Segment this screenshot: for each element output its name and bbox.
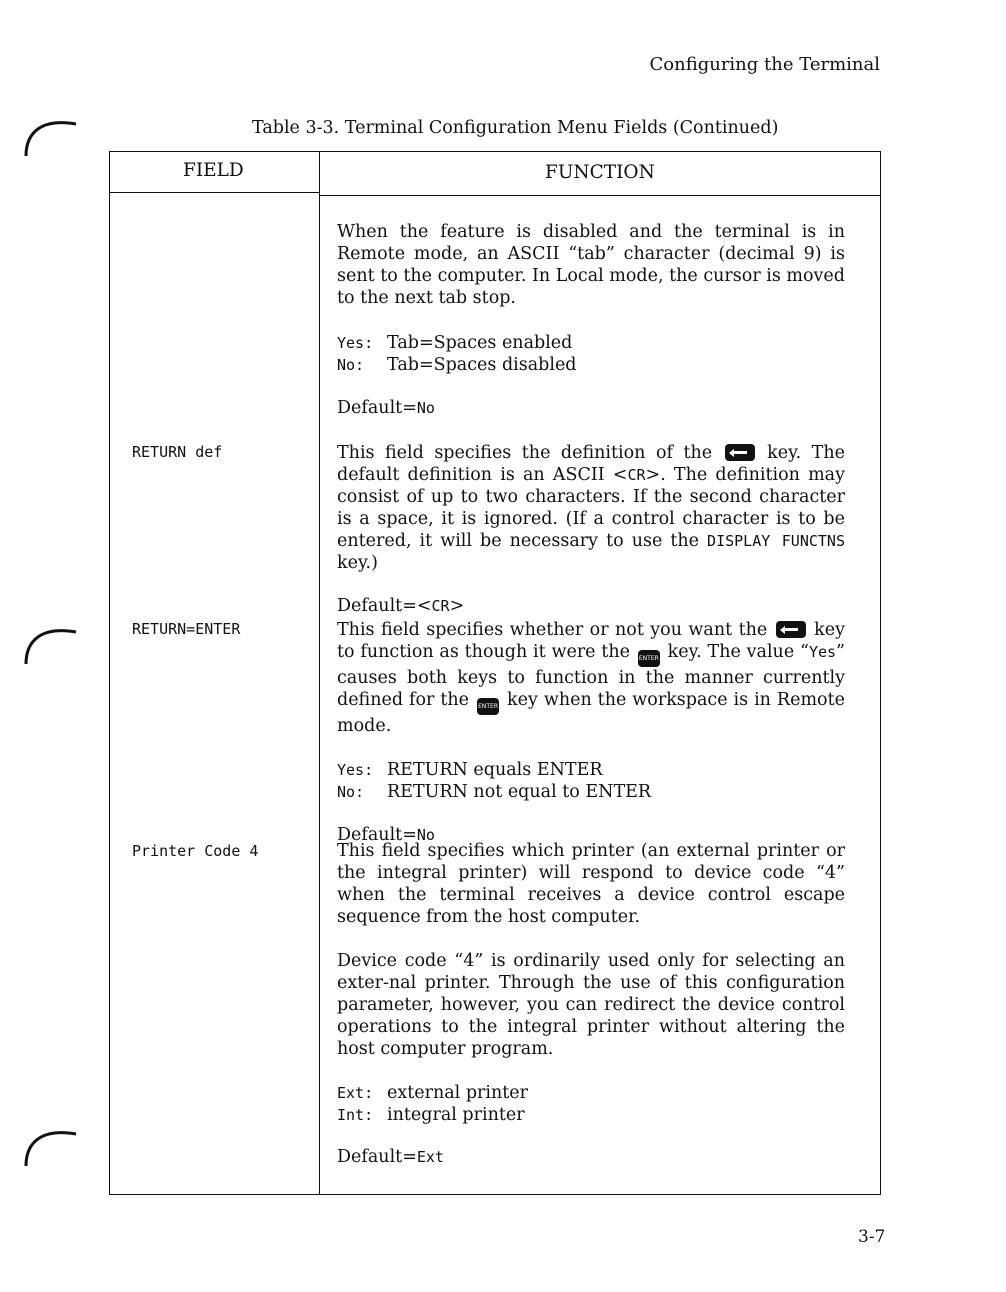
default-value: Ext: [416, 1148, 444, 1166]
printer-code-option-int: [337, 1104, 845, 1126]
text-run: >. The definition may consist of up to two characters. If the second character is a space, it is ignored. (If a control character is to be entered, it will be necessary to use the: [337, 465, 845, 551]
text-run: This field specifies the definition of the: [337, 443, 713, 463]
display-functns-key: DISPLAY FUNCTNS: [707, 532, 845, 550]
default-label: Default=: [337, 1147, 417, 1167]
text-run: key.): [337, 553, 378, 573]
table-caption: Table 3-3. Terminal Configuration Menu Fields (Continued): [252, 118, 779, 138]
option-text: external printer: [387, 1083, 529, 1103]
default-value: CR: [431, 597, 450, 615]
option-text: Tab=Spaces disabled: [387, 355, 577, 375]
column-divider: [319, 152, 320, 1194]
field-return-def: RETURN def: [132, 443, 223, 461]
printer-code-paragraph-2: Device code “4” is ordinarily used only for selecting an exter-nal printer. Through the use of this configuration parameter, however, you can redirect the device control operations to the integral printer without altering the host computer program.: [337, 951, 845, 1059]
text-run: key when the workspace is in Remote mode.: [337, 690, 845, 736]
enter-key-icon: ENTER: [477, 698, 499, 715]
page-number: 3-7: [858, 1227, 886, 1247]
return-key-icon: [725, 444, 755, 461]
return-def-default: [337, 595, 845, 617]
cr-code: CR: [627, 466, 646, 484]
option-text: Tab=Spaces enabled: [387, 333, 573, 353]
return-enter-option-yes: [337, 759, 845, 781]
option-key: Yes:: [337, 334, 374, 352]
default-label: Default=: [337, 825, 417, 845]
return-def-paragraph: [337, 442, 845, 574]
return-key-icon: [776, 621, 806, 638]
option-key: Int:: [337, 1106, 374, 1124]
default-close: >: [449, 596, 465, 616]
default-value: No: [416, 826, 435, 844]
running-header: Configuring the Terminal: [649, 54, 880, 75]
column-header-field: FIELD: [183, 160, 244, 181]
option-key: No:: [337, 356, 365, 374]
tab-spaces-option-yes: [337, 332, 845, 354]
tab-spaces-description: [337, 221, 845, 419]
return-def-description: [337, 442, 845, 617]
field-return-enter: RETURN=ENTER: [132, 620, 241, 638]
option-text: RETURN equals ENTER: [387, 760, 603, 780]
option-text: RETURN not equal to ENTER: [387, 782, 652, 802]
config-fields-table: [109, 151, 881, 1195]
header-rule-right: [319, 195, 880, 196]
option-key: Ext:: [337, 1084, 374, 1102]
text-run: ” causes both keys to function in the manner currently defined for the: [337, 642, 845, 710]
option-key: No:: [337, 783, 365, 801]
text-run: key to function as though it were the: [337, 620, 845, 662]
binder-hole-mark-1: [22, 110, 82, 160]
printer-code-default: [337, 1146, 845, 1168]
printer-code-option-ext: [337, 1082, 845, 1104]
column-header-function: FUNCTION: [545, 162, 655, 183]
enter-key-icon: ENTER: [638, 650, 660, 667]
text-run: key. The default definition is an ASCII <: [337, 443, 845, 485]
tab-spaces-option-no: [337, 354, 845, 376]
binder-hole-mark-3: [22, 1120, 82, 1170]
text-run: This field specifies whether or not you want the: [337, 620, 768, 640]
option-text: integral printer: [387, 1105, 525, 1125]
tab-spaces-paragraph: When the feature is disabled and the terminal is in Remote mode, an ASCII “tab” character (decimal 9) is sent to the computer. In Local mode, the cursor is moved to the next tab stop.: [337, 222, 845, 308]
yes-value: Yes: [808, 643, 837, 661]
default-value: No: [416, 399, 435, 417]
return-enter-description: [337, 619, 845, 846]
header-rule-left: [110, 192, 319, 193]
field-printer-code-4: Printer Code 4: [132, 842, 259, 860]
return-enter-paragraph: [337, 619, 845, 737]
tab-spaces-default: [337, 397, 845, 419]
binder-hole-mark-2: [22, 618, 82, 668]
printer-code-paragraph-1: This field specifies which printer (an external printer or the integral printer) will respond to device code “4” when the terminal receives a device control escape sequence from the host computer.: [337, 841, 845, 927]
text-run: key. The value “: [667, 642, 809, 662]
printer-code-description: [337, 840, 845, 1168]
default-label: Default=<: [337, 596, 432, 616]
return-enter-option-no: [337, 781, 845, 803]
option-key: Yes:: [337, 761, 374, 779]
default-label: Default=: [337, 398, 417, 418]
